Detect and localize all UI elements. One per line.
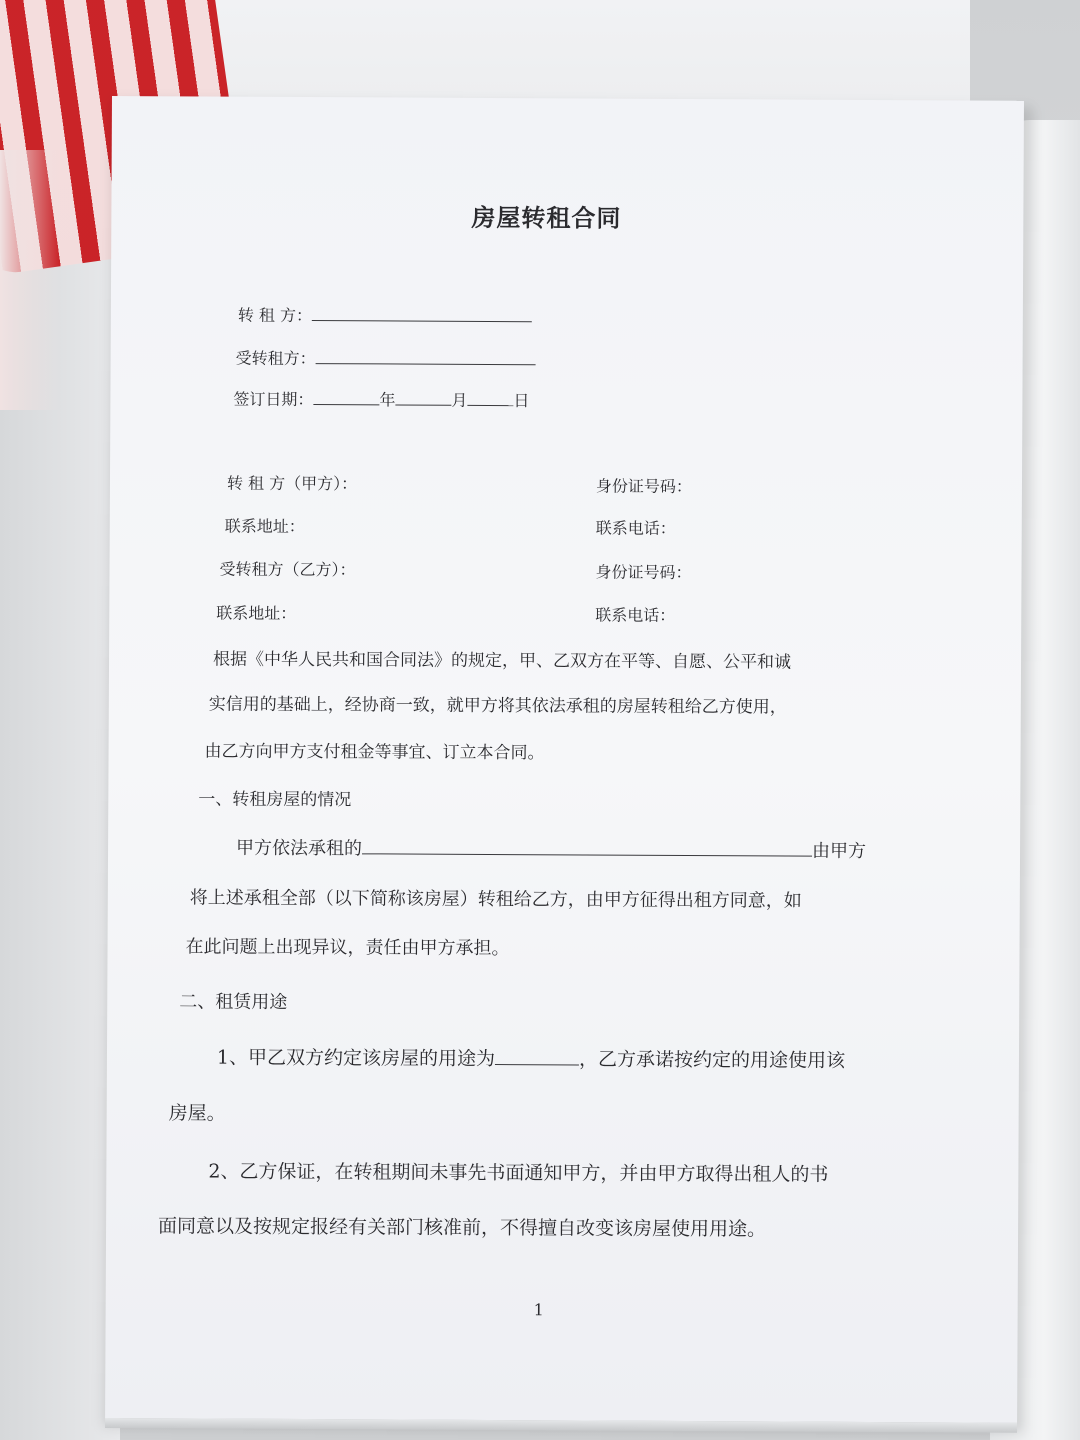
party-b-phone-label: 联系电话： [595,605,676,625]
year-blank [313,390,379,405]
day-blank [467,391,513,406]
section-1-line-1 [236,834,866,863]
party-a-phone-label: 联系电话： [595,518,676,538]
party-b-id-label: 身份证号码： [595,562,692,583]
party-a-address-label: 联系地址： [224,516,305,537]
sublessee-blank [316,349,536,365]
party-a-id-label: 身份证号码： [595,476,693,497]
document-title: 房屋转租合同 [471,202,622,233]
party-b-address-label: 联系地址： [216,603,297,623]
page-number: 1 [533,1300,544,1320]
sublessor-label: 转 租 方： [237,305,313,326]
section-2-item-1 [217,1043,845,1073]
item-1-suffix: ，乙方承诺按约定的用途使用该 [578,1048,846,1072]
section-1-line-3: 在此问题上出现异议，责任由甲方承担。 [185,936,510,960]
party-b-label: 受转租方（乙方）： [219,559,356,580]
leased-property-blank [362,839,812,856]
item-1-prefix: 1、甲乙双方约定该房屋的用途为 [216,1046,496,1071]
sublessee-label: 受转租方： [235,348,316,369]
section-2-item-2-line-1: 2、乙方保证，在转租期间未事先书面通知甲方，并由甲方取得出租人的书 [208,1160,829,1186]
party-a-label: 转 租 方（甲方）： [226,473,358,494]
plush-toy-blur [0,150,60,410]
sign-date-field [233,387,529,412]
day-label: 日 [513,391,530,411]
sign-date-label: 签订日期： [233,389,314,410]
preamble-line-3: 由乙方向甲方支付租金等事宜、订立本合同。 [204,741,545,764]
sublessor-field [238,303,532,328]
usage-blank [495,1050,579,1065]
section-2-item-2-line-2: 面同意以及按规定报经有关部门核准前，不得擅自改变该房屋使用用途。 [158,1215,767,1241]
year-label: 年 [379,390,396,410]
section-2-item-1-cont: 房屋。 [168,1102,226,1125]
section-1-line-2: 将上述承租全部（以下简称该房屋）转租给乙方，由甲方征得出租方同意，如 [189,887,802,912]
section-2-heading: 二、租赁用途 [179,991,288,1013]
month-label: 月 [451,390,468,410]
folder-left-edge [0,240,120,1440]
sublessor-blank [312,306,532,322]
preamble-line-1: 根据《中华人民共和国合同法》的规定，甲、乙双方在平等、自愿、公平和诚 [212,649,792,673]
contract-page [105,96,1024,1423]
preamble-line-2: 实信用的基础上，经协商一致，就甲方将其依法承租的房屋转租给乙方使用， [208,694,787,718]
section-1-heading: 一、转租房屋的情况 [198,789,352,811]
month-blank [395,390,451,405]
section-1-suffix: 由甲方 [812,840,867,862]
sublessee-field [236,346,536,371]
section-1-prefix: 甲方依法承租的 [236,837,363,860]
